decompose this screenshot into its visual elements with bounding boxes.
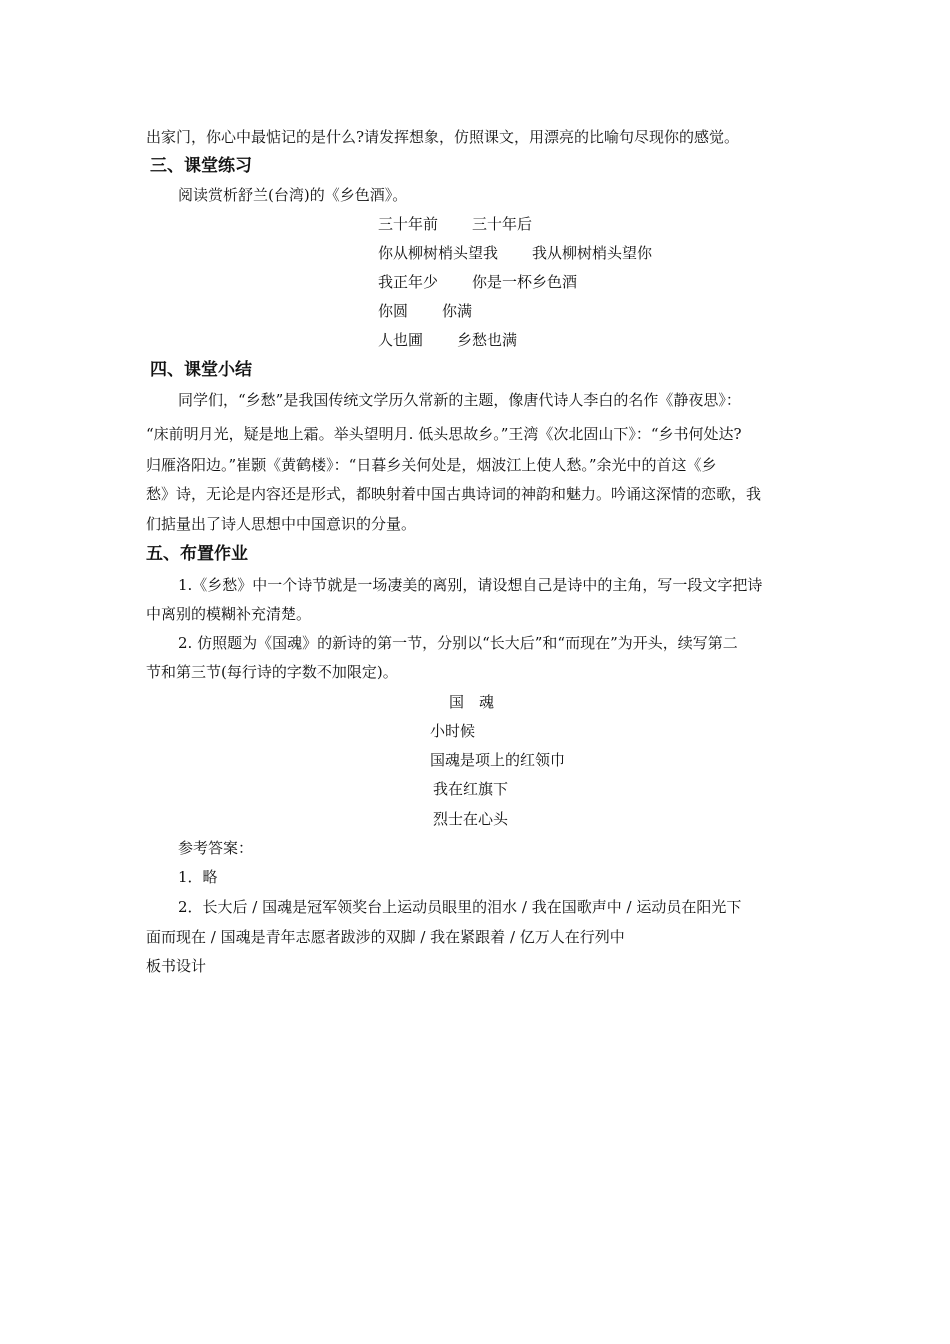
- board-design-label: 板书设计: [146, 957, 207, 975]
- answer-line: 面而现在 / 国魂是青年志愿者跋涉的双脚 / 我在紧跟着 / 亿万人在行列中: [146, 928, 625, 946]
- summary-line: 们掂量出了诗人思想中中国意识的分量。: [146, 515, 417, 533]
- poem-line: 三十年前 三十年后: [378, 215, 533, 233]
- summary-line: 归雁洛阳边。”崔颢《黄鹤楼》：“日暮乡关何处是，烟波江上使人愁。”余光中的首这《乡: [146, 456, 717, 474]
- answer-label: 参考答案：: [178, 839, 254, 857]
- practice-lead: 阅读赏析舒兰(台湾)的《乡色酒》。: [178, 186, 408, 204]
- poem-line: 国魂是项上的红领巾: [430, 751, 566, 769]
- poem-line: 我正年少 你是一杯乡色酒: [378, 273, 578, 291]
- homework-item-1-cont: 中离别的模糊补充清楚。: [146, 605, 312, 623]
- poem-line: 你从柳树梢头望我 我从柳树梢头望你: [378, 244, 653, 262]
- homework-item-2: 2. 仿照题为《国魂》的新诗的第一节，分别以“长大后”和“而现在”为开头，续写第二: [178, 634, 738, 652]
- poem-line: 小时候: [430, 722, 476, 740]
- homework-item-1: 1.《乡愁》中一个诗节就是一场凄美的离别，请设想自己是诗中的主角，写一段文字把诗: [178, 576, 763, 594]
- answer-line: 2．长大后 / 国魂是冠军领奖台上运动员眼里的泪水 / 我在国歌声中 / 运动员在阳光下: [178, 898, 742, 916]
- poem-title: 国 魂: [449, 693, 495, 711]
- answer-line: 1．略: [178, 868, 218, 886]
- section-heading-practice: 三、课堂练习: [150, 156, 252, 176]
- summary-line: 愁》诗，无论是内容还是形式，都映射着中国古典诗词的神韵和魅力。吟诵这深情的恋歌，我: [146, 485, 762, 503]
- poem-line: 我在红旗下: [433, 780, 509, 798]
- homework-item-2-cont: 节和第三节(每行诗的字数不加限定)。: [146, 663, 398, 681]
- poem-line: 烈士在心头: [433, 810, 509, 828]
- poem-line: 你圆 你满: [378, 302, 473, 320]
- section-heading-summary: 四、课堂小结: [150, 360, 252, 380]
- poem-line: 人也圃 乡愁也满: [378, 331, 518, 349]
- intro-line: 出家门，你心中最惦记的是什么?请发挥想象，仿照课文，用漂亮的比喻句尽现你的感觉。: [146, 128, 740, 146]
- summary-line: “床前明月光，疑是地上霜。举头望明月. 低头思故乡。”王湾《次北固山下》：“乡书何处达?: [146, 425, 742, 443]
- section-heading-homework: 五、布置作业: [146, 544, 248, 564]
- summary-line: 同学们，“乡愁”是我国传统文学历久常新的主题，像唐代诗人李白的名作《静夜思》：: [178, 391, 741, 409]
